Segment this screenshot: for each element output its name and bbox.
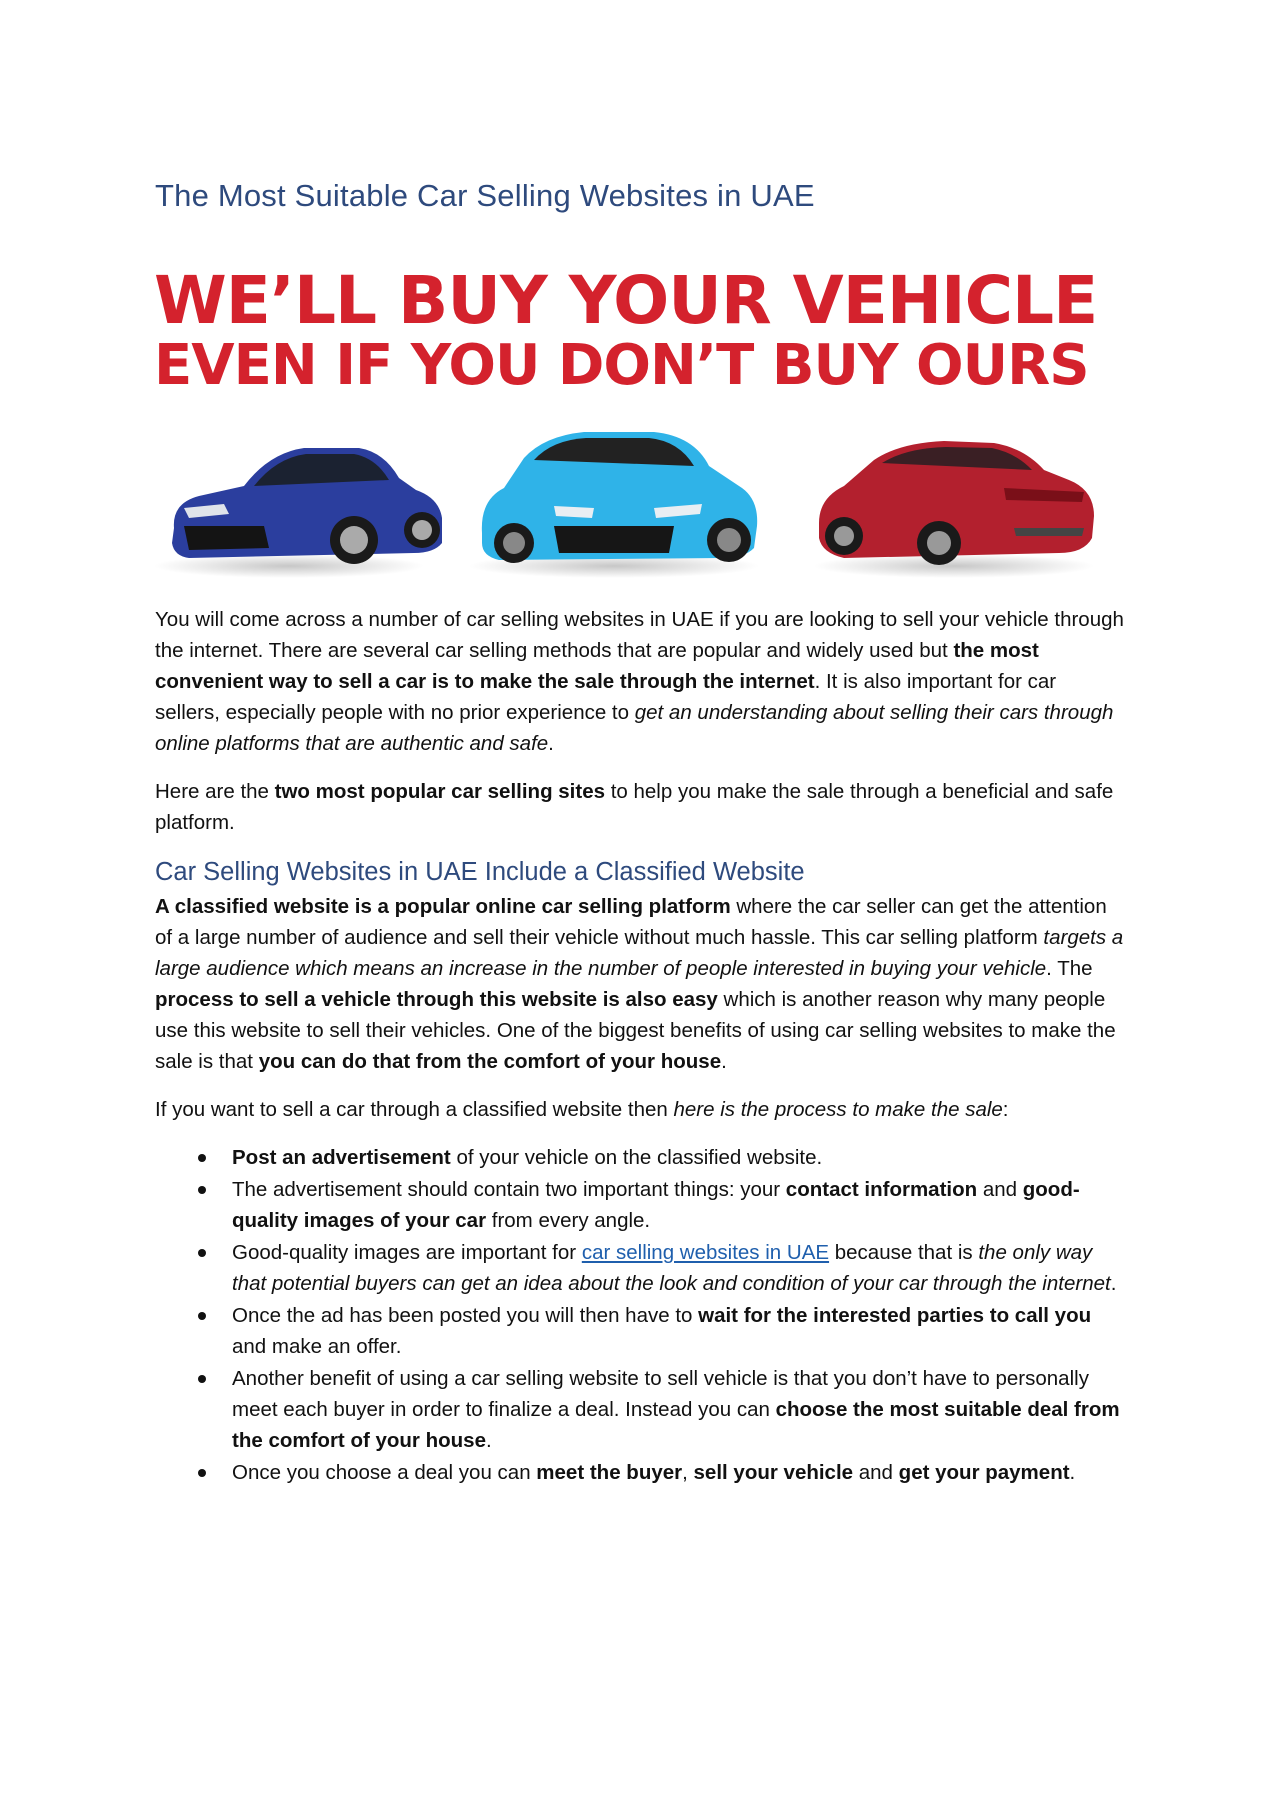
text-span: . xyxy=(1110,1272,1117,1295)
text-span: where the car seller can get the attention of a large number of audience and sell their vehicle without much hassle. This car selling platform xyxy=(155,895,1107,949)
text-span: You will come across a number of car selling websites in UAE if you are looking to sell your vehicle through the internet. There are several car selling methods that are popular and widely used but xyxy=(155,608,1124,662)
text-span: . xyxy=(485,1429,492,1452)
bullet-icon xyxy=(198,1186,206,1194)
process-intro-paragraph xyxy=(155,1094,1125,1125)
article-body xyxy=(155,604,1125,1489)
bold-span: the most convenient way to sell a car is to make the sale through the internet xyxy=(155,639,1039,693)
text-span: because that is xyxy=(829,1241,979,1264)
cyan-suv-icon xyxy=(469,432,759,578)
italic-span: here is the process to make the sale xyxy=(673,1098,1003,1121)
text-span: . xyxy=(548,732,554,755)
bold-span: choose the most suitable deal from the comfort of your house xyxy=(232,1398,1120,1452)
section-heading: Car Selling Websites in UAE Include a Classified Website xyxy=(155,858,805,886)
bullet-icon xyxy=(198,1312,206,1320)
list-item xyxy=(155,1142,1125,1173)
text-span: : xyxy=(1002,1098,1009,1121)
banner-line-1: WE’LL BUY YOUR VEHICLE xyxy=(154,262,1098,339)
list-item xyxy=(155,1363,1125,1456)
car-selling-websites-link[interactable]: car selling websites in UAE xyxy=(581,1241,830,1264)
bold-span: process to sell a vehicle through this website is also easy xyxy=(155,988,718,1011)
process-list xyxy=(155,1142,1125,1488)
text-span: and xyxy=(853,1461,899,1484)
text-span: Good-quality images are important for xyxy=(232,1241,582,1264)
bullet-icon xyxy=(198,1154,206,1162)
text-span: and make an offer. xyxy=(232,1335,402,1358)
cars-illustration xyxy=(154,408,1094,580)
text-span: Once the ad has been posted you will then have to xyxy=(232,1304,699,1327)
bold-span: get your payment xyxy=(898,1461,1070,1484)
bullet-icon xyxy=(198,1375,206,1383)
list-item xyxy=(155,1237,1125,1299)
banner-line-2: EVEN IF YOU DON’T BUY OURS xyxy=(154,333,1089,398)
bold-span: meet the buyer xyxy=(536,1461,683,1484)
bold-span: Post an advertisement xyxy=(232,1146,451,1169)
text-span: . xyxy=(721,1050,727,1073)
bold-span: you can do that from the comfort of your house xyxy=(258,1050,722,1073)
red-sedan-icon xyxy=(814,441,1094,578)
text-span: from every angle. xyxy=(486,1209,651,1232)
bold-span: sell your vehicle xyxy=(693,1461,854,1484)
text-span: . xyxy=(1069,1461,1076,1484)
page-title: The Most Suitable Car Selling Websites in UAE xyxy=(155,178,815,213)
bullet-icon xyxy=(198,1469,206,1477)
text-span: Here are the xyxy=(155,780,275,803)
text-span: . It is also important for car sellers, especially people with no prior experience to xyxy=(155,670,1057,724)
italic-span: get an understanding about selling their cars through online platforms that are authentic and safe xyxy=(155,701,1114,755)
text-span: to help you make the sale through a beneficial and safe platform. xyxy=(155,780,1114,834)
bold-span: A classified website is a popular online car selling platform xyxy=(155,895,731,918)
sites-paragraph xyxy=(155,776,1125,838)
text-span: which is another reason why many people use this website to sell their vehicles. One of the biggest benefits of using car selling websites to make the sale is that xyxy=(155,988,1116,1073)
text-span: . The xyxy=(1046,957,1093,980)
list-item xyxy=(155,1457,1125,1488)
list-item xyxy=(155,1174,1125,1236)
text-span: Once you choose a deal you can xyxy=(232,1461,537,1484)
italic-span: the only way that potential buyers can get an idea about the look and condition of your car through the internet xyxy=(232,1241,1111,1295)
banner-image xyxy=(154,262,1098,580)
text-span: , xyxy=(682,1461,694,1484)
text-span: Another benefit of using a car selling website to sell vehicle is that you don’t have to personally meet each buyer in order to finalize a deal. Instead you can xyxy=(232,1367,1089,1421)
text-span: The advertisement should contain two important things: your xyxy=(232,1178,786,1201)
text-span: of your vehicle on the classified website. xyxy=(450,1146,823,1169)
blue-sedan-icon xyxy=(154,448,442,578)
list-item xyxy=(155,1300,1125,1362)
bold-span: good-quality images of your car xyxy=(232,1178,1080,1232)
intro-paragraph xyxy=(155,604,1125,759)
text-span: and xyxy=(977,1178,1023,1201)
bullet-icon xyxy=(198,1249,206,1257)
bold-span: two most popular car selling sites xyxy=(274,780,606,803)
text-span: If you want to sell a car through a classified website then xyxy=(155,1098,674,1121)
bold-span: contact information xyxy=(785,1178,978,1201)
italic-span: targets a large audience which means an increase in the number of people interested in buying your vehicle xyxy=(155,926,1124,980)
classified-paragraph xyxy=(155,891,1125,1077)
bold-span: wait for the interested parties to call you xyxy=(698,1304,1092,1327)
